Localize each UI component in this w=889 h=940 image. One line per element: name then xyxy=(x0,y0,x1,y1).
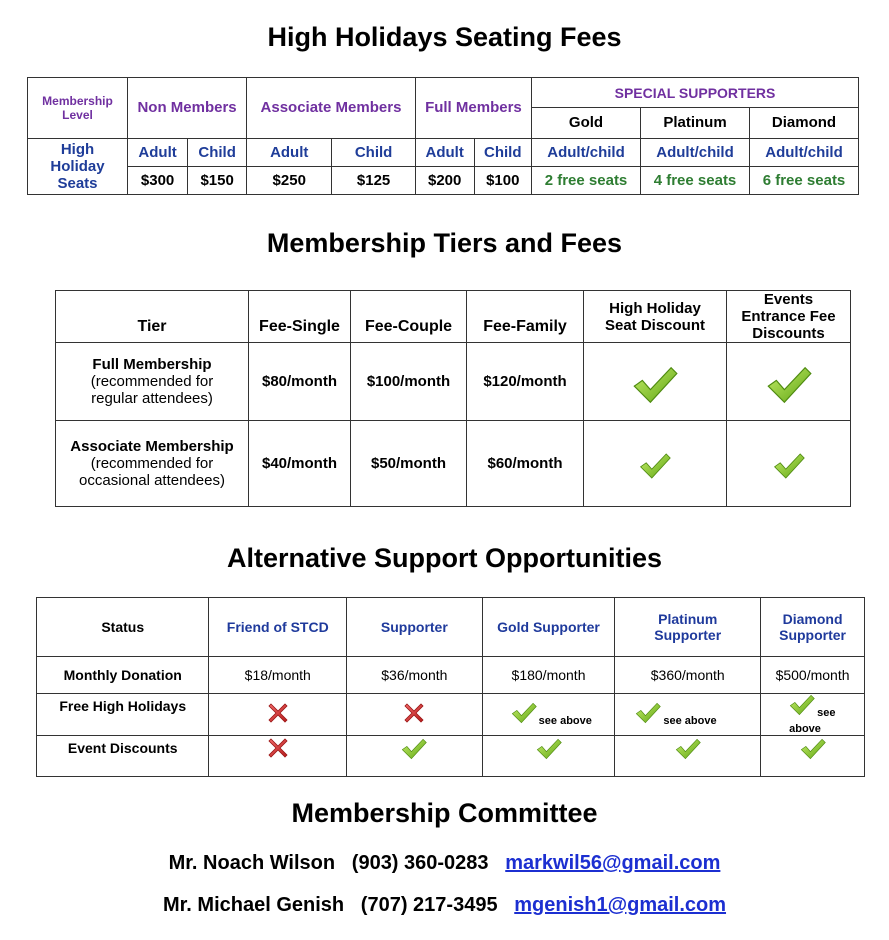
event-platinum xyxy=(615,736,761,777)
free-hh-gold xyxy=(482,694,615,736)
special-supporters-header: SPECIAL SUPPORTERS xyxy=(532,78,859,108)
free-hh-friend xyxy=(209,694,347,736)
associate-fee-couple: $50/month xyxy=(351,421,467,507)
fee-family-header: Fee-Family xyxy=(467,291,584,343)
platinum-header: Platinum xyxy=(641,108,750,138)
contact-phone: (903) 360-0283 xyxy=(351,852,489,874)
check-mark-icon xyxy=(675,738,701,760)
diamond-free-seats: 6 free seats xyxy=(750,166,859,194)
associate-membership-name: Associate Membership xyxy=(70,438,234,455)
check-mark-icon xyxy=(401,738,427,760)
donation-diamond: $500/month xyxy=(761,657,865,694)
full-membership-cell xyxy=(56,343,249,421)
membership-level-label: Membership Level xyxy=(28,78,128,139)
seat-discount-header: High Holiday Seat Discount xyxy=(584,291,727,343)
full-seat-discount-cell xyxy=(584,343,727,421)
donation-supporter: $36/month xyxy=(347,657,483,694)
platinum-free-seats: 4 free seats xyxy=(641,166,750,194)
status-header: Status xyxy=(37,598,209,657)
full-members-header: Full Members xyxy=(415,78,531,139)
check-mark-icon xyxy=(511,702,537,724)
alternative-support-table xyxy=(36,597,865,777)
price-associate-child: $125 xyxy=(332,166,415,194)
contact-phone: (707) 217-3495 xyxy=(360,894,498,916)
gold-supporter-header: Gold Supporter xyxy=(482,598,615,657)
associate-child-label: Child xyxy=(332,138,415,166)
check-mark-icon xyxy=(766,365,812,405)
diamond-supporter-header: Diamond Supporter xyxy=(761,598,865,657)
gold-adult-child-label: Adult/child xyxy=(532,138,641,166)
event-diamond xyxy=(761,736,865,777)
membership-tiers-table xyxy=(55,290,851,507)
supporter-header: Supporter xyxy=(347,598,483,657)
section-title-seating: High Holidays Seating Fees xyxy=(267,22,622,52)
event-discounts-label: Event Discounts xyxy=(37,736,209,777)
associate-members-header: Associate Members xyxy=(247,78,416,139)
price-full-adult: $200 xyxy=(415,166,474,194)
associate-events-discount-cell xyxy=(727,421,851,507)
diamond-header: Diamond xyxy=(750,108,859,138)
section-title-tiers: Membership Tiers and Fees xyxy=(266,228,623,258)
associate-seat-discount-cell xyxy=(584,421,727,507)
friend-of-stcd-header: Friend of STCD xyxy=(209,598,347,657)
check-mark-icon xyxy=(639,452,671,480)
contact-name: Mr. Noach Wilson xyxy=(168,852,336,874)
cross-mark-icon xyxy=(268,738,288,758)
full-child-label: Child xyxy=(474,138,531,166)
full-adult-label: Adult xyxy=(415,138,474,166)
price-non-child: $150 xyxy=(188,166,247,194)
associate-membership-cell xyxy=(56,421,249,507)
platinum-adult-child-label: Adult/child xyxy=(641,138,750,166)
full-membership-desc: (recommended for regular attendees) xyxy=(90,373,214,407)
associate-fee-family: $60/month xyxy=(467,421,584,507)
section-title-committee: Membership Committee xyxy=(291,798,598,828)
full-fee-single: $80/month xyxy=(249,343,351,421)
platinum-supporter-header: Platinum Supporter xyxy=(615,598,761,657)
donation-platinum: $360/month xyxy=(615,657,761,694)
see-above-note: see above xyxy=(789,707,836,735)
contact-email-link[interactable]: markwil56@gmail.com xyxy=(505,852,721,874)
see-above-note: see above xyxy=(538,715,592,727)
non-adult-label: Adult xyxy=(128,138,188,166)
contact-row-1 xyxy=(0,852,889,875)
check-mark-icon xyxy=(635,702,661,724)
contact-row-2 xyxy=(0,894,889,917)
donation-friend: $18/month xyxy=(209,657,347,694)
see-above-note: see above xyxy=(663,715,717,727)
price-associate-adult: $250 xyxy=(247,166,332,194)
high-holiday-seats-label: High Holiday Seats xyxy=(28,138,128,194)
full-fee-family: $120/month xyxy=(467,343,584,421)
free-hh-platinum xyxy=(615,694,761,736)
check-mark-icon xyxy=(789,694,815,716)
price-full-child: $100 xyxy=(474,166,531,194)
non-members-header: Non Members xyxy=(128,78,247,139)
contact-name: Mr. Michael Genish xyxy=(162,894,345,916)
diamond-adult-child-label: Adult/child xyxy=(750,138,859,166)
monthly-donation-label: Monthly Donation xyxy=(37,657,209,694)
price-non-adult: $300 xyxy=(128,166,188,194)
donation-gold: $180/month xyxy=(482,657,615,694)
check-mark-icon xyxy=(773,452,805,480)
full-events-discount-cell xyxy=(727,343,851,421)
contact-email-link[interactable]: mgenish1@gmail.com xyxy=(514,894,727,916)
free-hh-diamond xyxy=(761,694,865,736)
check-mark-icon xyxy=(536,738,562,760)
gold-header: Gold xyxy=(532,108,641,138)
gold-free-seats: 2 free seats xyxy=(532,166,641,194)
associate-adult-label: Adult xyxy=(247,138,332,166)
non-child-label: Child xyxy=(188,138,247,166)
full-fee-couple: $100/month xyxy=(351,343,467,421)
check-mark-icon xyxy=(632,365,678,405)
check-mark-icon xyxy=(800,738,826,760)
free-hh-supporter xyxy=(347,694,483,736)
tier-header: Tier xyxy=(56,291,249,343)
associate-membership-desc: (recommended for occasional attendees) xyxy=(79,455,225,489)
cross-mark-icon xyxy=(268,703,288,723)
full-membership-name: Full Membership xyxy=(92,356,212,373)
seating-fees-table xyxy=(27,77,859,195)
fee-couple-header: Fee-Couple xyxy=(351,291,467,343)
free-high-holidays-label: Free High Holidays xyxy=(37,694,209,736)
section-title-alternative: Alternative Support Opportunities xyxy=(226,543,663,573)
associate-fee-single: $40/month xyxy=(249,421,351,507)
event-friend xyxy=(209,736,347,777)
events-discount-header: Events Entrance Fee Discounts xyxy=(727,291,851,343)
event-supporter xyxy=(347,736,483,777)
cross-mark-icon xyxy=(404,703,424,723)
fee-single-header: Fee-Single xyxy=(249,291,351,343)
event-gold xyxy=(482,736,615,777)
